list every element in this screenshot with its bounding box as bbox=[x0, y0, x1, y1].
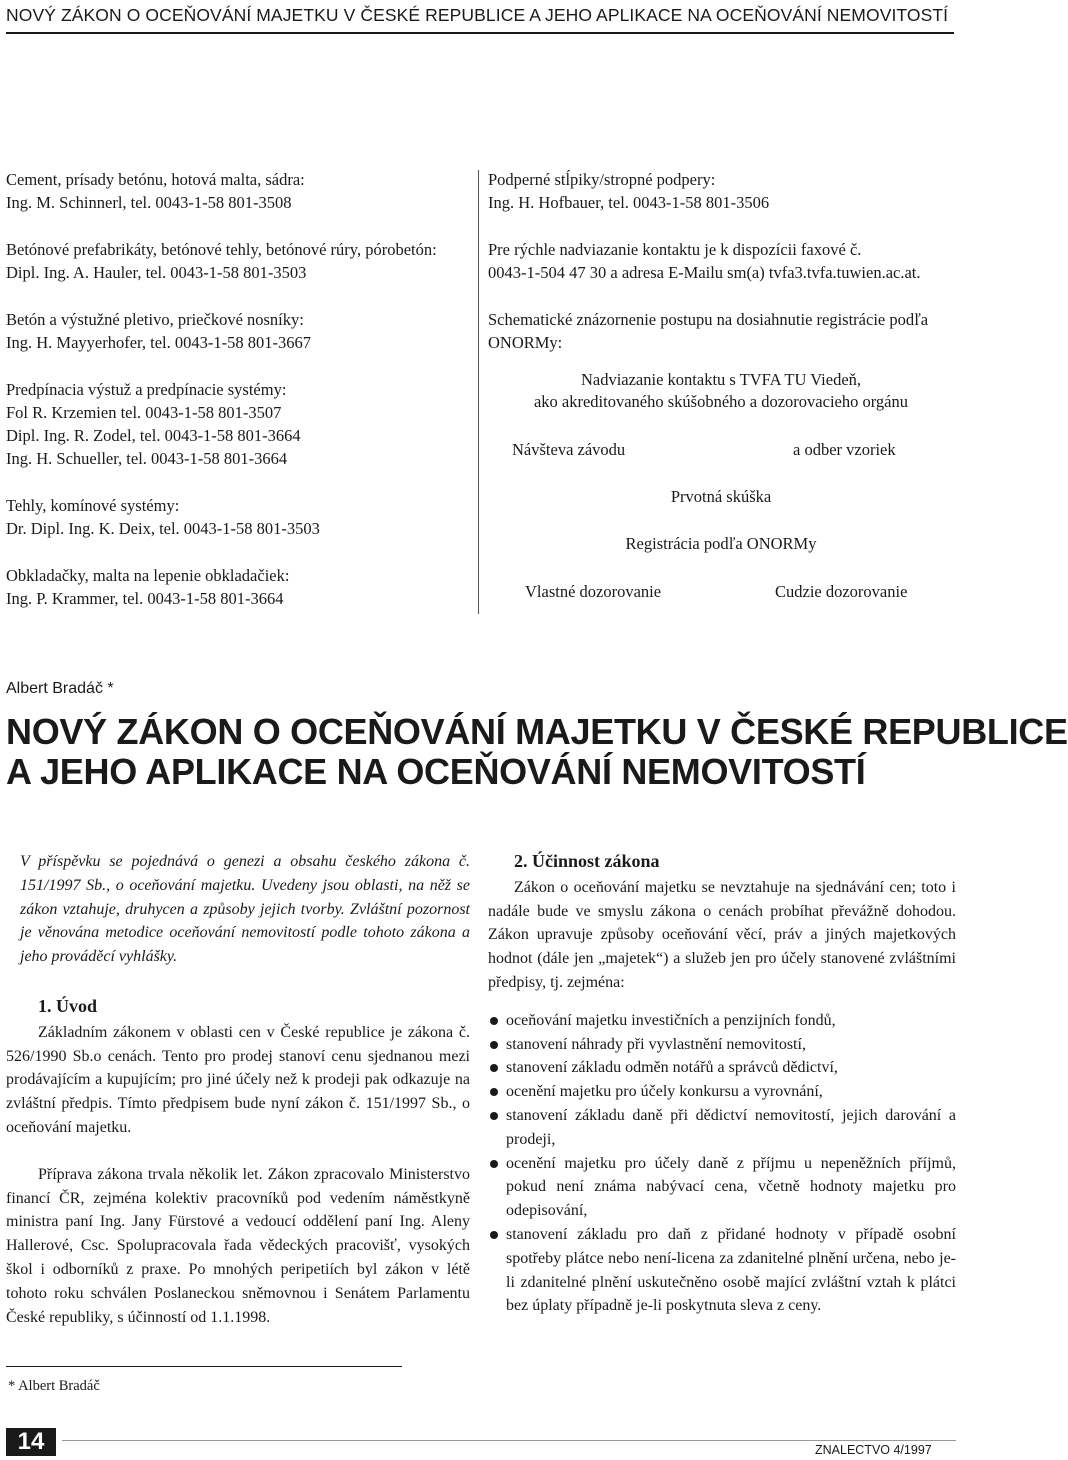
list-item: stanovení základu pro daň z přidané hodnoty v případě osobní spotřeby plátce nebo není-licena za zdanitelné plnění určena, nebo je-li zdanitelné plnění uskutečněno osobě mající zvláštní vztah k plátci bez úplaty případně je-li poskytnuta sleva z ceny. bbox=[488, 1223, 956, 1318]
diagram-initial-test: Prvotná skúška bbox=[670, 487, 772, 506]
footnote: * Albert Bradáč bbox=[8, 1378, 100, 1394]
bullet-list bbox=[488, 1009, 956, 1318]
body-column-left bbox=[6, 850, 470, 1329]
footnote-rule bbox=[6, 1366, 402, 1367]
fax-info bbox=[488, 238, 958, 284]
running-header-text: NOVÝ ZÁKON O OCEŇOVÁNÍ MAJETKU V ČESKÉ REPUBLICE A JEHO APLIKACE NA OCEŇOVÁNÍ NEMOVITOSTÍ bbox=[6, 5, 949, 25]
bullet-icon bbox=[490, 1041, 498, 1049]
contact-title: Tehly, komínové systémy: bbox=[6, 496, 180, 515]
contact-list-right bbox=[488, 168, 958, 608]
header-rule bbox=[6, 32, 954, 34]
bullet-icon bbox=[490, 1160, 498, 1168]
bullet-icon bbox=[490, 1064, 498, 1072]
contact-line: Dipl. Ing. R. Zodel, tel. 0043-1-58 801-3664 bbox=[6, 426, 301, 445]
section-heading: 1. Úvod bbox=[38, 995, 98, 1016]
bullet-icon bbox=[490, 1231, 498, 1239]
contact-block bbox=[6, 378, 476, 470]
list-item: ocenění majetku pro účely konkursu a vyrovnání, bbox=[488, 1080, 956, 1104]
scheme-line: ONORMy: bbox=[488, 333, 563, 352]
list-item: stanovení základu odměn notářů a správců dědictví, bbox=[488, 1056, 956, 1080]
bullet-icon bbox=[490, 1017, 498, 1025]
author-line: Albert Bradáč * bbox=[6, 680, 114, 697]
title-line: A JEHO APLIKACE NA OCEŇOVÁNÍ NEMOVITOSTÍ bbox=[6, 751, 866, 792]
registration-diagram bbox=[488, 368, 958, 608]
contact-title: Cement, prísady betónu, hotová malta, sádra: bbox=[6, 170, 305, 189]
contact-title: Podperné stĺpiky/stropné podpery: bbox=[488, 170, 716, 189]
column-divider bbox=[478, 170, 479, 614]
paragraph: Zákon o oceňování majetku se nevztahuje na sjednávání cen; toto i nadále bude ve smyslu zákona o cenách probíhat převážně dohodou. Zákon upravuje způsoby oceňování věcí, práv a jiných majetkových hodnot (dále jen „majetek“) a služeb jen pro účely stanovené zvláštními předpisy, tj. zejména: bbox=[488, 878, 956, 991]
diagram-contact-line: Nadviazanie kontaktu s TVFA TU Viedeň, bbox=[580, 370, 862, 389]
scheme-line: Schematické znázornenie postupu na dosiahnutie registrácie podľa bbox=[488, 310, 929, 329]
scheme-intro bbox=[488, 308, 958, 354]
body-column-right bbox=[488, 850, 956, 1318]
section-heading: 2. Účinnost zákona bbox=[514, 851, 660, 871]
list-item: stanovení základu daně při dědictví nemovitostí, jejich darování a prodeji, bbox=[488, 1104, 956, 1152]
contact-line: Ing. M. Schinnerl, tel. 0043-1-58 801-3508 bbox=[6, 193, 292, 212]
paragraph: Základním zákonem v oblasti cen v České republice je zákona č. 526/1990 Sb.o cenách. Tento pro prodej stanoví cenu sjednanou mezi prodávajícím a kupujícím; pro jiné účely než k prodeji pak odkazuje na zvláštní předpis. Tímto předpisem bude nyní zákon č. 151/1997 Sb., o oceňování majetku. bbox=[6, 1023, 470, 1136]
list-item: stanovení náhrady při vyvlastnění nemovitostí, bbox=[488, 1033, 956, 1057]
footer-rule bbox=[62, 1440, 956, 1441]
contact-title: Predpínacia výstuž a predpínacie systémy: bbox=[6, 380, 287, 399]
contact-block bbox=[6, 168, 476, 214]
diagram-own-supervision: Vlastné dozorovanie bbox=[525, 582, 662, 601]
contact-line: Dr. Dipl. Ing. K. Deix, tel. 0043-1-58 801-3503 bbox=[6, 519, 320, 538]
contact-title: Betón a výstužné pletivo, priečkové nosníky: bbox=[6, 310, 304, 329]
contact-block bbox=[6, 494, 476, 540]
contact-title: Betónové prefabrikáty, betónové tehly, betónové rúry, pórobetón: bbox=[6, 240, 437, 259]
journal-name: ZNALECTVO 4/1997 bbox=[815, 1443, 932, 1457]
bullet-icon bbox=[490, 1112, 498, 1120]
contact-block bbox=[6, 308, 476, 354]
running-header bbox=[6, 4, 956, 34]
bullet-icon bbox=[490, 1088, 498, 1096]
abstract: V příspěvku se pojednává o genezi a obsahu českého zákona č. 151/1997 Sb., o oceňování majetku. Uvedeny jsou oblasti, na něž se zákon vztahuje, druhycen a způsoby jejich tvorby. Zvláštní pozornost je věnována metodice oceňování nemovitostí podle tohoto zákona a jeho prováděcí vyhlášky. bbox=[20, 853, 470, 966]
paragraph: Příprava zákona trvala několik let. Zákon zpracovalo Ministerstvo financí ČR, zejména kolektiv pracovníků pod vedením náměstkyně ministra paní Ing. Jany Fürstové a vedoucí oddělení paní Ing. Aleny Hallerové, Csc. Spolupracovala řada vědeckých pracovišť, vysokých škol i odborníků z praxe. Po mnohých peripetiích byl zákon v létě tohoto roku schválen Poslaneckou sněmovnou i Senátem Parlamentu České republiky, s účinností od 1.1.1998. bbox=[6, 1165, 470, 1326]
fax-line: 0043-1-504 47 30 a adresa E-Mailu sm(a) tvfa3.tvfa.tuwien.ac.at. bbox=[488, 263, 921, 282]
diagram-samples: a odber vzoriek bbox=[793, 440, 896, 459]
contact-line: Ing. H. Mayyerhofer, tel. 0043-1-58 801-3667 bbox=[6, 333, 311, 352]
contact-line: Dipl. Ing. A. Hauler, tel. 0043-1-58 801-3503 bbox=[6, 263, 307, 282]
diagram-external-supervision: Cudzie dozorovanie bbox=[775, 582, 908, 601]
contact-block bbox=[6, 238, 476, 284]
page-number: 14 bbox=[6, 1428, 56, 1456]
contact-list bbox=[6, 168, 476, 634]
fax-line: Pre rýchle nadviazanie kontaktu je k dispozícii faxové č. bbox=[488, 240, 862, 259]
contact-block bbox=[488, 168, 958, 214]
contact-title: Obkladačky, malta na lepenie obkladačiek: bbox=[6, 566, 290, 585]
list-item: ocenění majetku pro účely daně z příjmu u nepeněžních příjmů, pokud není známa nabývací cena, včetně hodnoty majetku pro odepisování, bbox=[488, 1152, 956, 1223]
title-line: NOVÝ ZÁKON O OCEŇOVÁNÍ MAJETKU V ČESKÉ REPUBLICE bbox=[6, 711, 1068, 752]
list-item: oceňování majetku investičních a penzijních fondů, bbox=[488, 1009, 956, 1033]
diagram-contact-line: ako akreditovaného skúšobného a dozorovacieho orgánu bbox=[533, 392, 909, 411]
contact-line: Ing. H. Hofbauer, tel. 0043-1-58 801-3506 bbox=[488, 193, 770, 212]
diagram-visit: Návšteva závodu bbox=[512, 440, 626, 459]
contact-line: Ing. P. Krammer, tel. 0043-1-58 801-3664 bbox=[6, 589, 284, 608]
contact-block bbox=[6, 564, 476, 610]
article-title bbox=[6, 711, 1068, 792]
contact-line: Fol R. Krzemien tel. 0043-1-58 801-3507 bbox=[6, 403, 282, 422]
diagram-registration: Registrácia podľa ONORMy bbox=[625, 534, 817, 553]
contact-line: Ing. H. Schueller, tel. 0043-1-58 801-3664 bbox=[6, 449, 288, 468]
